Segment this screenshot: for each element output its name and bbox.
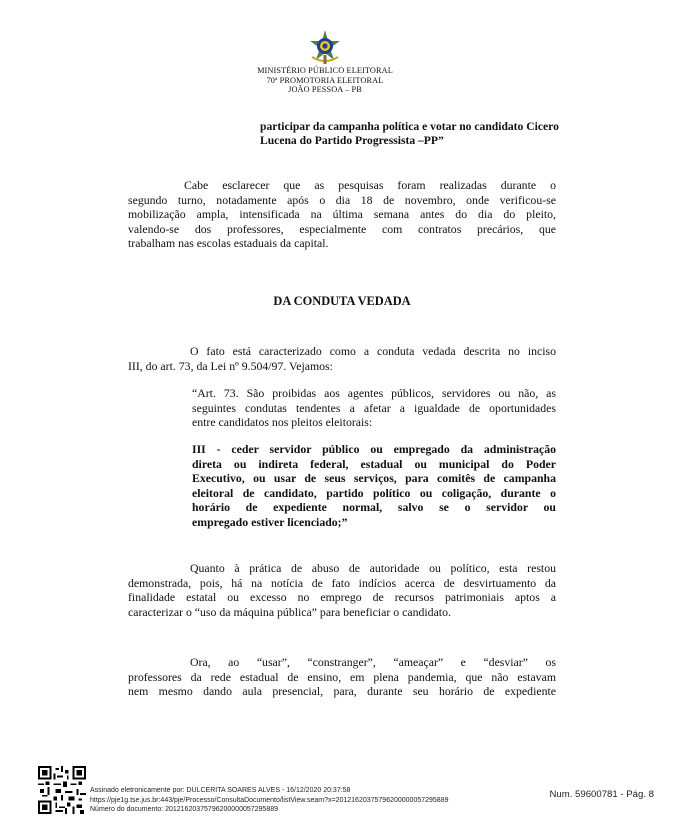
paragraph-line: valendo-se dos professores, especialmente com contratos precários, que: [128, 221, 556, 236]
quote-top-line-1: participar da campanha política e votar no candidato Cicero: [260, 120, 559, 133]
paragraph-line: Cabe esclarecer que as pesquisas foram realizadas durante o: [184, 178, 556, 192]
quoted-article: [192, 386, 556, 430]
section-heading: DA CONDUTA VEDADA: [273, 294, 411, 308]
document-number-text: Número do documento: 20121620375796200000057295889: [90, 806, 278, 814]
paragraph-conduct: [128, 344, 556, 373]
paragraph-line: finalidade estatal ou excesso no emprego de recursos patrimoniais aptos a: [128, 590, 556, 605]
paragraph-line: caracterizar o “uso da máquina pública” para beneficiar o candidato.: [128, 604, 451, 619]
header-line-2: 70ª PROMOTORIA ELEITORAL: [266, 75, 384, 85]
paragraph-line: empregado estiver licenciado;”: [192, 514, 348, 529]
paragraph-abuse: [128, 561, 556, 619]
paragraph-conclusion: [128, 655, 556, 699]
quote-top-line-2: Lucena do Partido Progressista –PP”: [260, 134, 444, 147]
signature-footer: [90, 786, 449, 815]
header-line-1: MINISTÉRIO PÚBLICO ELEITORAL: [257, 66, 393, 75]
quote-continuation: [260, 120, 560, 148]
paragraph-line: III - ceder servidor público ou empregado da administração: [192, 442, 556, 456]
paragraph-line: demonstrada, pois, há na notícia de fato indícios acerca de desvirtuamento da: [128, 575, 556, 590]
paragraph-line: mobilização ampla, intensificada na última semana antes do dia do pleito,: [128, 207, 556, 222]
quoted-inciso: [192, 442, 556, 530]
paragraph-line: eleitoral de candidato, partido político ou coligação, durante o: [192, 485, 556, 500]
paragraph-line: entre candidatos nos pleitos eleitorais:: [192, 415, 373, 430]
paragraph-line: “Art. 73. São proibidas aos agentes públicos, servidores ou não, as: [192, 386, 556, 400]
paragraph-line: Ora, ao “usar”, “constranger”, “ameaçar” e “desviar” os: [190, 655, 556, 669]
paragraph-line: horário de expediente normal, salvo se o servidor ou: [192, 500, 556, 515]
paragraph-line: O fato está caracterizado como a conduta vedada descrita no inciso: [190, 344, 556, 358]
paragraph-line: Quanto à prática de abuso de autoridade ou político, esta restou: [190, 561, 556, 575]
paragraph-line: professores da rede estadual de ensino, em plena pandemia, que não estavam: [128, 669, 556, 684]
header-line-3: JOÃO PESSOA – PB: [288, 85, 362, 95]
paragraph-line: Executivo, ou usar de seus serviços, para comitês de campanha: [192, 471, 556, 486]
paragraph-line: trabalham nas escolas estaduais da capital.: [128, 236, 329, 251]
page-number: Num. 59600781 - Pág. 8: [549, 789, 654, 800]
brazil-coat-of-arms-icon: [306, 29, 344, 67]
paragraph-line: seguintes condutas tendentes a afetar a igualdade de oportunidades: [192, 400, 556, 415]
paragraph-line: direta ou indireta federal, estadual ou municipal do Poder: [192, 456, 556, 471]
signed-by-text: Assinado eletronicamente por: DULCERITA SOARES ALVES - 16/12/2020 20:37:58: [90, 787, 351, 794]
institution-header: [250, 66, 400, 95]
paragraph-line: segundo turno, notadamente após o dia 18 de novembro, onde verificou-se: [128, 192, 556, 207]
qr-code-icon: [38, 766, 86, 814]
paragraph-line: III, do art. 73, da Lei nº 9.504/97. Vejamos:: [128, 358, 333, 373]
paragraph-line: nem mesmo dando aula presencial, para, durante seu horário de expediente: [128, 684, 556, 699]
document-url-link[interactable]: https://pje1g.tse.jus.br:443/pje/Processo/ConsultaDocumento/listView.seam?x=20121620375796200000057295889: [90, 796, 449, 804]
paragraph-clarification: [128, 178, 556, 251]
